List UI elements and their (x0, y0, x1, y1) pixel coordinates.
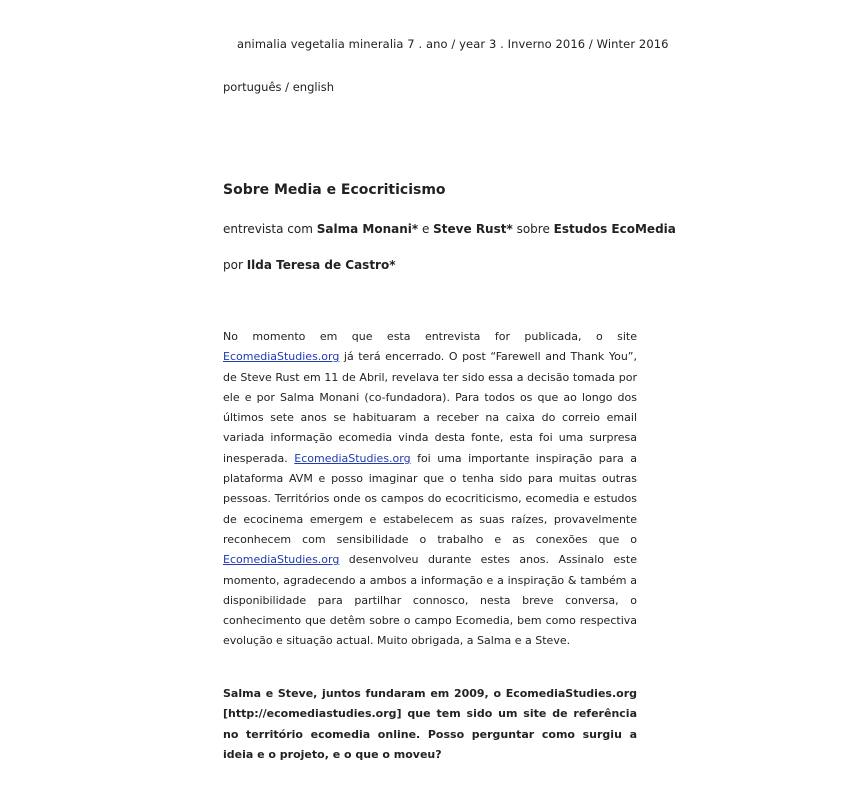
interview-question-1: Salma e Steve, juntos fundaram em 2009, o EcomediaStudies.org [http://ecomediastudies.org] que tem sido um site de referência no território ecomedia online. Posso perguntar como surgiu a ideia e o projeto, e o que o moveu? (223, 687, 637, 761)
interviewee-1: Salma Monani* (316, 222, 419, 236)
intro-text-1: No momento em que esta entrevista for publicada, o site (223, 330, 637, 343)
author-name: Ilda Teresa de Castro* (246, 258, 396, 272)
intro-paragraph (223, 327, 637, 652)
interviewee-2: Steve Rust* (433, 222, 513, 236)
interview-topic: Estudos EcoMedia (553, 222, 676, 236)
subtitle-mid: sobre (512, 222, 554, 236)
ecomediastudies-link-2[interactable]: EcomediaStudies.org (294, 451, 411, 465)
article-title: Sobre Media e Ecocriticismo (223, 182, 446, 198)
article-subtitle (223, 222, 676, 236)
journal-header: animalia vegetalia mineralia 7 . ano / year 3 . Inverno 2016 / Winter 2016 (237, 37, 669, 51)
byline-prefix: por (223, 258, 247, 272)
intro-text-4: desenvolveu durante estes anos. Assinalo este momento, agradecendo a ambos a informação e a inspiração & também a disponibilidade para partilhar connosco, nesta breve conversa, o conhecimento que detêm sobre o campo Ecomedia, bem como respectiva evolução e situação actual. Muito obrigada, a Salma e a Steve. (223, 553, 637, 648)
ecomediastudies-link-1[interactable]: EcomediaStudies.org (223, 350, 340, 364)
article-byline (223, 258, 396, 272)
language-switch[interactable]: português / english (223, 80, 335, 94)
ecomediastudies-link-3[interactable]: EcomediaStudies.org (223, 553, 340, 567)
intro-text-3: foi uma importante inspiração para a plataforma AVM e posso imaginar que o tenha sido para muitas outras pessoas. Territórios onde os campos do ecocriticismo, ecomedia e estudos de ecocinema emergem e estabelecem as suas raízes, provavelmente reconhecem com sensibilidade o trabalho e as conexões que o (223, 451, 637, 546)
intro-text-2: já terá encerrado. O post “Farewell and Thank You”, de Steve Rust em 11 de Abril, revelava ter sido essa a decisão tomada por ele e por Salma Monani (co-fundadora). Para todos os que ao longo dos últimos sete anos se habituaram a receber na caixa do correio email variada informação ecomedia vinda desta fonte, esta foi uma surpresa inesperada. (223, 350, 637, 465)
subtitle-prefix: entrevista com (223, 222, 317, 236)
subtitle-conj: e (418, 222, 434, 236)
